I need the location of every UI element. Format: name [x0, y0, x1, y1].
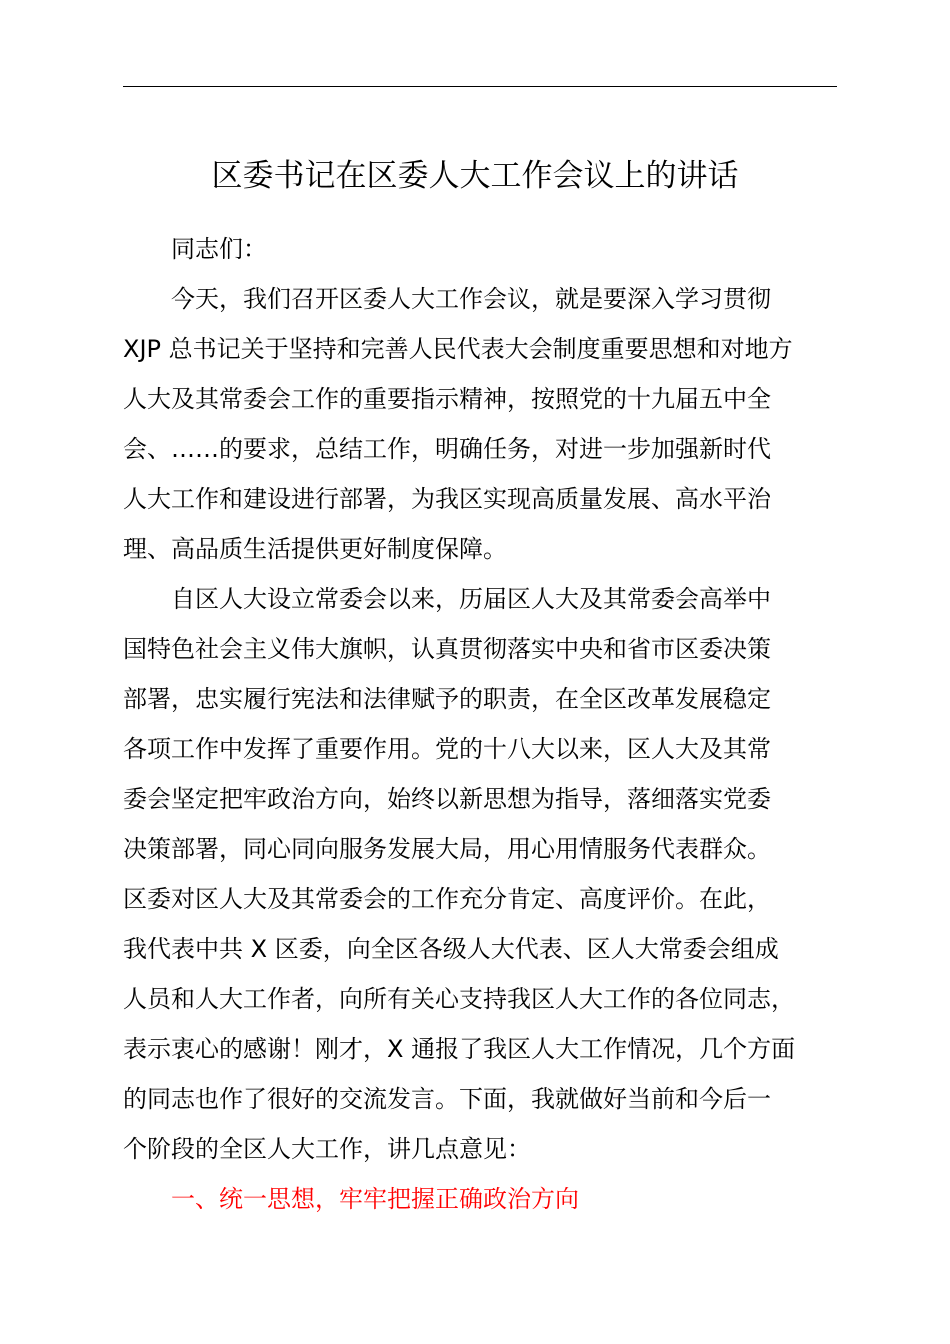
body-line: 部署，忠实履行宪法和法律赋予的职责，在全区改革发展稳定	[123, 685, 771, 713]
body-line: 今天，我们召开区委人大工作会议，就是要深入学习贯彻	[123, 285, 771, 313]
body-line: 国特色社会主义伟大旗帜，认真贯彻落实中央和省市区委决策	[123, 635, 771, 663]
body-line: 会、……的要求，总结工作，明确任务，对进一步加强新时代	[123, 435, 771, 463]
body-line: 表示衷心的感谢！刚才，X 通报了我区人大工作情况，几个方面	[123, 1035, 796, 1063]
body-line: 委会坚定把牢政治方向，始终以新思想为指导，落细落实党委	[123, 785, 771, 813]
body-line: 个阶段的全区人大工作，讲几点意见：	[123, 1135, 531, 1163]
section-heading: 一、统一思想，牢牢把握正确政治方向	[171, 1185, 579, 1213]
body-line: 的同志也作了很好的交流发言。下面，我就做好当前和今后一	[123, 1085, 771, 1113]
body-line: 区委对区人大及其常委会的工作充分肯定、高度评价。在此，	[123, 885, 771, 913]
body-line: 理、高品质生活提供更好制度保障。	[123, 535, 507, 563]
body-line: 我代表中共 X 区委，向全区各级人大代表、区人大常委会组成	[123, 935, 779, 963]
body-line: 自区人大设立常委会以来，历届区人大及其常委会高举中	[123, 585, 771, 613]
document-title: 区委书记在区委人大工作会议上的讲话	[211, 158, 739, 194]
body-line: 各项工作中发挥了重要作用。党的十八大以来，区人大及其常	[123, 735, 771, 763]
body-line: 决策部署，同心同向服务发展大局，用心用情服务代表群众。	[123, 835, 771, 863]
body-line: 人大及其常委会工作的重要指示精神，按照党的十九届五中全	[123, 385, 771, 413]
greeting: 同志们：	[171, 235, 267, 263]
body-line: 人大工作和建设进行部署，为我区实现高质量发展、高水平治	[123, 485, 771, 513]
body-line: 人员和人大工作者，向所有关心支持我区人大工作的各位同志，	[123, 985, 795, 1013]
body-line: XJP 总书记关于坚持和完善人民代表大会制度重要思想和对地方	[123, 335, 793, 363]
header-rule	[123, 86, 837, 87]
